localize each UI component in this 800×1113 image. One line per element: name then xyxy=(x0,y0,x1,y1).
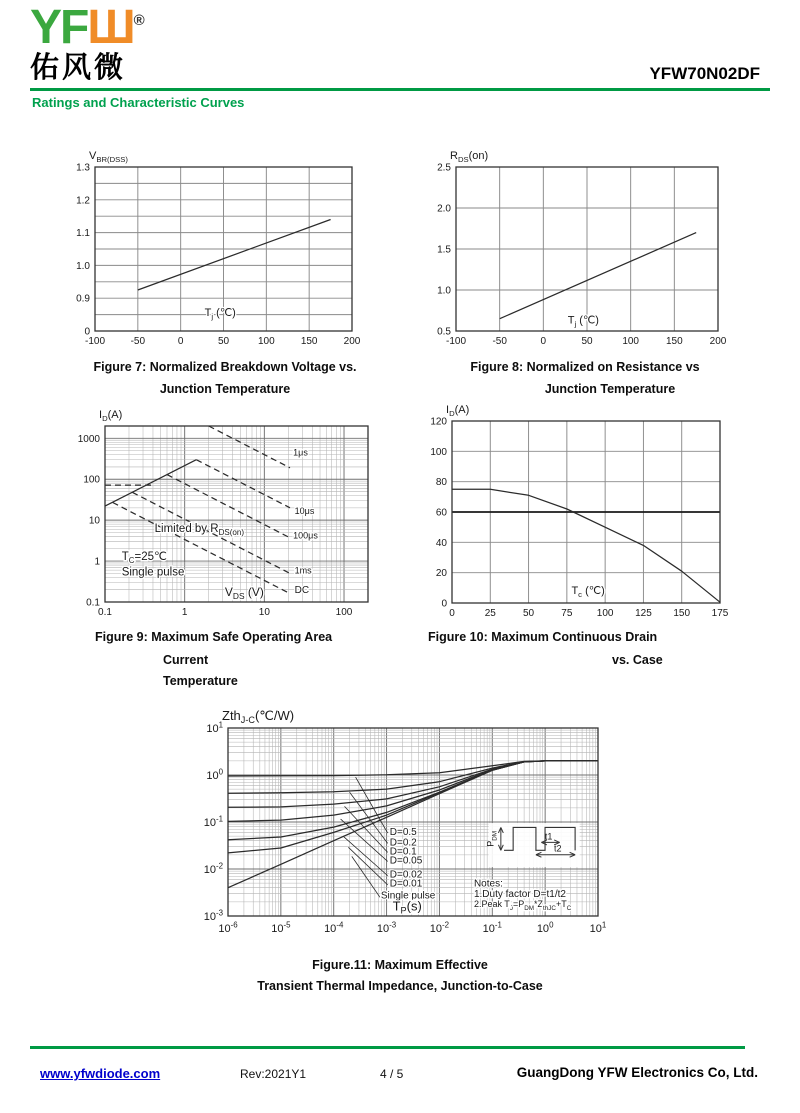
svg-text:2.0: 2.0 xyxy=(437,203,451,215)
svg-text:150: 150 xyxy=(673,608,691,619)
svg-text:ID(A): $I_D(A)$ xyxy=(446,404,470,418)
svg-text:1.2: 1.2 xyxy=(76,195,90,207)
svg-text:0: 0 xyxy=(449,608,455,619)
yfw-logo-wordmark xyxy=(30,1,145,54)
svg-text:Limited by RDS(on): Limited by $R_{DS(on)}$ xyxy=(154,522,245,537)
svg-text:D=0.2: D=0.2 xyxy=(389,837,417,849)
svg-text:0.1: 0.1 xyxy=(98,607,112,618)
svg-text:101: $10^1$ xyxy=(589,920,607,935)
svg-text:RDS(on): $R_{DS}(on)$ xyxy=(450,150,489,164)
figure7-caption-line1: Figure 7: Normalized Breakdown Voltage vs. xyxy=(93,360,357,374)
svg-text:10μs: 10μs xyxy=(294,506,315,517)
figure10-caption-line2: vs. Case xyxy=(612,653,663,667)
svg-text:-50: -50 xyxy=(130,336,146,347)
svg-text:D=0.5: D=0.5 xyxy=(389,826,417,838)
svg-text:101: $10^1$ xyxy=(206,720,223,735)
figure9-caption-line3: Temperature xyxy=(163,674,238,688)
svg-text:1ms: 1ms xyxy=(294,565,312,576)
registered-trademark-icon: ® xyxy=(133,12,145,29)
svg-text:Single pulse: Single pulse xyxy=(121,566,185,579)
svg-text:10-1: $10^{-1}$ xyxy=(482,920,502,935)
svg-text:DC: DC xyxy=(294,585,310,597)
svg-text:150: 150 xyxy=(300,336,318,347)
svg-text:200: 200 xyxy=(709,336,727,347)
figure8-caption-line1: Figure 8: Normalized on Resistance vs xyxy=(470,360,700,374)
svg-text:20: 20 xyxy=(435,568,447,580)
svg-text:10-5: $10^{-5}$ xyxy=(271,920,291,935)
svg-text:120: 120 xyxy=(430,416,447,428)
figure11-caption-line2: Transient Thermal Impedance, Junction-to-Case xyxy=(257,979,543,993)
svg-text:10-2: $10^{-2}$ xyxy=(429,920,450,935)
svg-text:1.0: 1.0 xyxy=(437,285,451,297)
figure7-breakdown-voltage-chart xyxy=(60,143,370,353)
svg-text:D=0.01: D=0.01 xyxy=(389,878,423,890)
svg-text:0.5: 0.5 xyxy=(437,326,451,338)
svg-text:10-3: $10^{-3}$ xyxy=(203,908,223,923)
figure10-caption-line1: Figure 10: Maximum Continuous Drain xyxy=(428,630,658,644)
header-rule xyxy=(30,88,770,91)
figure10-continuous-drain-chart xyxy=(415,393,735,625)
section-title: Ratings and Characteristic Curves xyxy=(32,95,245,110)
svg-text:100: 100 xyxy=(430,446,447,458)
figure7-caption-line2: Junction Temperature xyxy=(159,382,291,396)
svg-text:150: 150 xyxy=(665,336,683,347)
figure9-caption-line2: Current xyxy=(163,653,209,667)
svg-text:ID(A): $I_D(A)$ xyxy=(99,409,123,423)
part-number: YFW70N02DF xyxy=(649,64,760,83)
svg-text:D=0.05: D=0.05 xyxy=(389,855,423,867)
svg-text:t2: t2 xyxy=(554,843,562,854)
svg-text:125: 125 xyxy=(635,608,652,619)
svg-text:0: 0 xyxy=(177,336,184,347)
svg-text:60: 60 xyxy=(435,507,447,519)
svg-text:TP(s): $T_P(s)$ xyxy=(392,898,422,916)
svg-text:80: 80 xyxy=(435,477,447,489)
svg-text:50: 50 xyxy=(581,336,593,347)
svg-text:TC=25℃: $T_C=25℃$ xyxy=(121,551,167,566)
logo-w-glyph: Ш xyxy=(87,1,134,54)
svg-text:0.1: 0.1 xyxy=(86,597,100,609)
svg-text:D=0.02: D=0.02 xyxy=(389,869,423,881)
svg-text:Single pulse: Single pulse xyxy=(380,890,436,902)
figure8-caption-line2: Junction Temperature xyxy=(544,382,676,396)
svg-text:100: 100 xyxy=(622,336,640,347)
svg-text:Tj (℃): $T_j$ (℃) xyxy=(204,306,236,321)
svg-text:Tj (℃): $T_j$ (℃) xyxy=(567,314,599,329)
svg-text:10-4: $10^{-4}$ xyxy=(324,920,344,935)
svg-text:100: $10^0$ xyxy=(536,920,554,935)
svg-text:10-3: $10^{-3}$ xyxy=(376,920,397,935)
svg-text:75: 75 xyxy=(561,608,573,619)
website-link[interactable]: www.yfwdiode.com xyxy=(40,1066,161,1081)
svg-text:10-6: $10^{-6}$ xyxy=(218,920,238,935)
logo-yf-letters: YF xyxy=(30,1,88,54)
svg-text:100: 100 xyxy=(596,608,614,619)
svg-text:0.9: 0.9 xyxy=(76,293,90,305)
svg-text:-100: -100 xyxy=(84,336,106,347)
figure9-caption-line1: Figure 9: Maximum Safe Operating Area xyxy=(95,630,333,644)
svg-text:ZthJ-C(℃/W): Zth$_{J-C}$(℃/W) xyxy=(222,708,295,725)
svg-text:175: 175 xyxy=(711,608,729,619)
svg-text:1: 1 xyxy=(181,607,188,618)
figure11-caption-line1: Figure.11: Maximum Effective xyxy=(312,958,488,972)
svg-text:1.3: 1.3 xyxy=(76,162,90,174)
svg-text:1.0: 1.0 xyxy=(76,260,90,272)
svg-text:50: 50 xyxy=(523,608,535,619)
svg-text:1: 1 xyxy=(94,556,100,568)
company-name: GuangDong YFW Electronics Co, Ltd. xyxy=(516,1065,758,1080)
svg-text:0: 0 xyxy=(441,598,447,610)
svg-text:Tc (℃): $T_c$ (℃) xyxy=(571,584,605,599)
footer-rule xyxy=(30,1046,745,1049)
svg-text:1.5: 1.5 xyxy=(437,244,451,256)
svg-text:100: 100 xyxy=(257,336,275,347)
svg-text:100: $10^0$ xyxy=(206,767,223,782)
svg-text:Notes:: Notes: xyxy=(473,878,503,890)
svg-text:10: 10 xyxy=(88,515,100,527)
svg-text:50: 50 xyxy=(217,336,230,347)
svg-text:1μs: 1μs xyxy=(293,447,308,458)
page-number: 4 / 5 xyxy=(380,1067,404,1081)
svg-text:0: 0 xyxy=(540,336,547,347)
svg-text:0: 0 xyxy=(84,326,90,338)
svg-text:10-2: $10^{-2}$ xyxy=(203,861,223,876)
revision-label: Rev:2021Y1 xyxy=(240,1067,307,1081)
svg-text:100: 100 xyxy=(335,607,353,618)
svg-text:-50: -50 xyxy=(492,336,507,347)
svg-text:t1: t1 xyxy=(544,831,553,842)
figure11-thermal-impedance-chart xyxy=(185,700,610,944)
svg-text:200: 200 xyxy=(343,336,361,347)
svg-text:D=0.1: D=0.1 xyxy=(389,846,417,858)
svg-text:1.Duty factor D=t1/t2: 1.Duty factor D=t1/t2 xyxy=(473,888,566,900)
logo-chinese-name: 佑风微 xyxy=(30,52,127,84)
svg-text:VDS (V): $V_{DS}$ (V) xyxy=(224,584,264,601)
svg-text:1000: 1000 xyxy=(77,433,100,445)
svg-text:10: 10 xyxy=(258,607,270,618)
figure8-on-resistance-chart xyxy=(420,143,732,353)
svg-text:100: 100 xyxy=(83,474,100,486)
svg-text:-100: -100 xyxy=(445,336,467,347)
svg-text:25: 25 xyxy=(484,608,496,619)
svg-text:2.5: 2.5 xyxy=(437,162,451,174)
svg-text:40: 40 xyxy=(435,537,447,549)
yfw-logo xyxy=(30,1,145,84)
svg-text:VBR(DSS): $V_{BR(DSS)}$ xyxy=(89,150,128,164)
svg-text:PDM: $P_{DM}$ xyxy=(485,830,499,847)
svg-text:2.Peak TJ=PDM*ZthJC+TC: 2.Peak $T_J=P_{DM}*Z_{thJC}+T_C$ xyxy=(473,899,572,913)
svg-text:1.1: 1.1 xyxy=(76,228,90,240)
svg-text:10-1: $10^{-1}$ xyxy=(203,814,223,829)
svg-text:100μs: 100μs xyxy=(293,530,318,541)
figure9-soa-chart xyxy=(65,398,380,628)
